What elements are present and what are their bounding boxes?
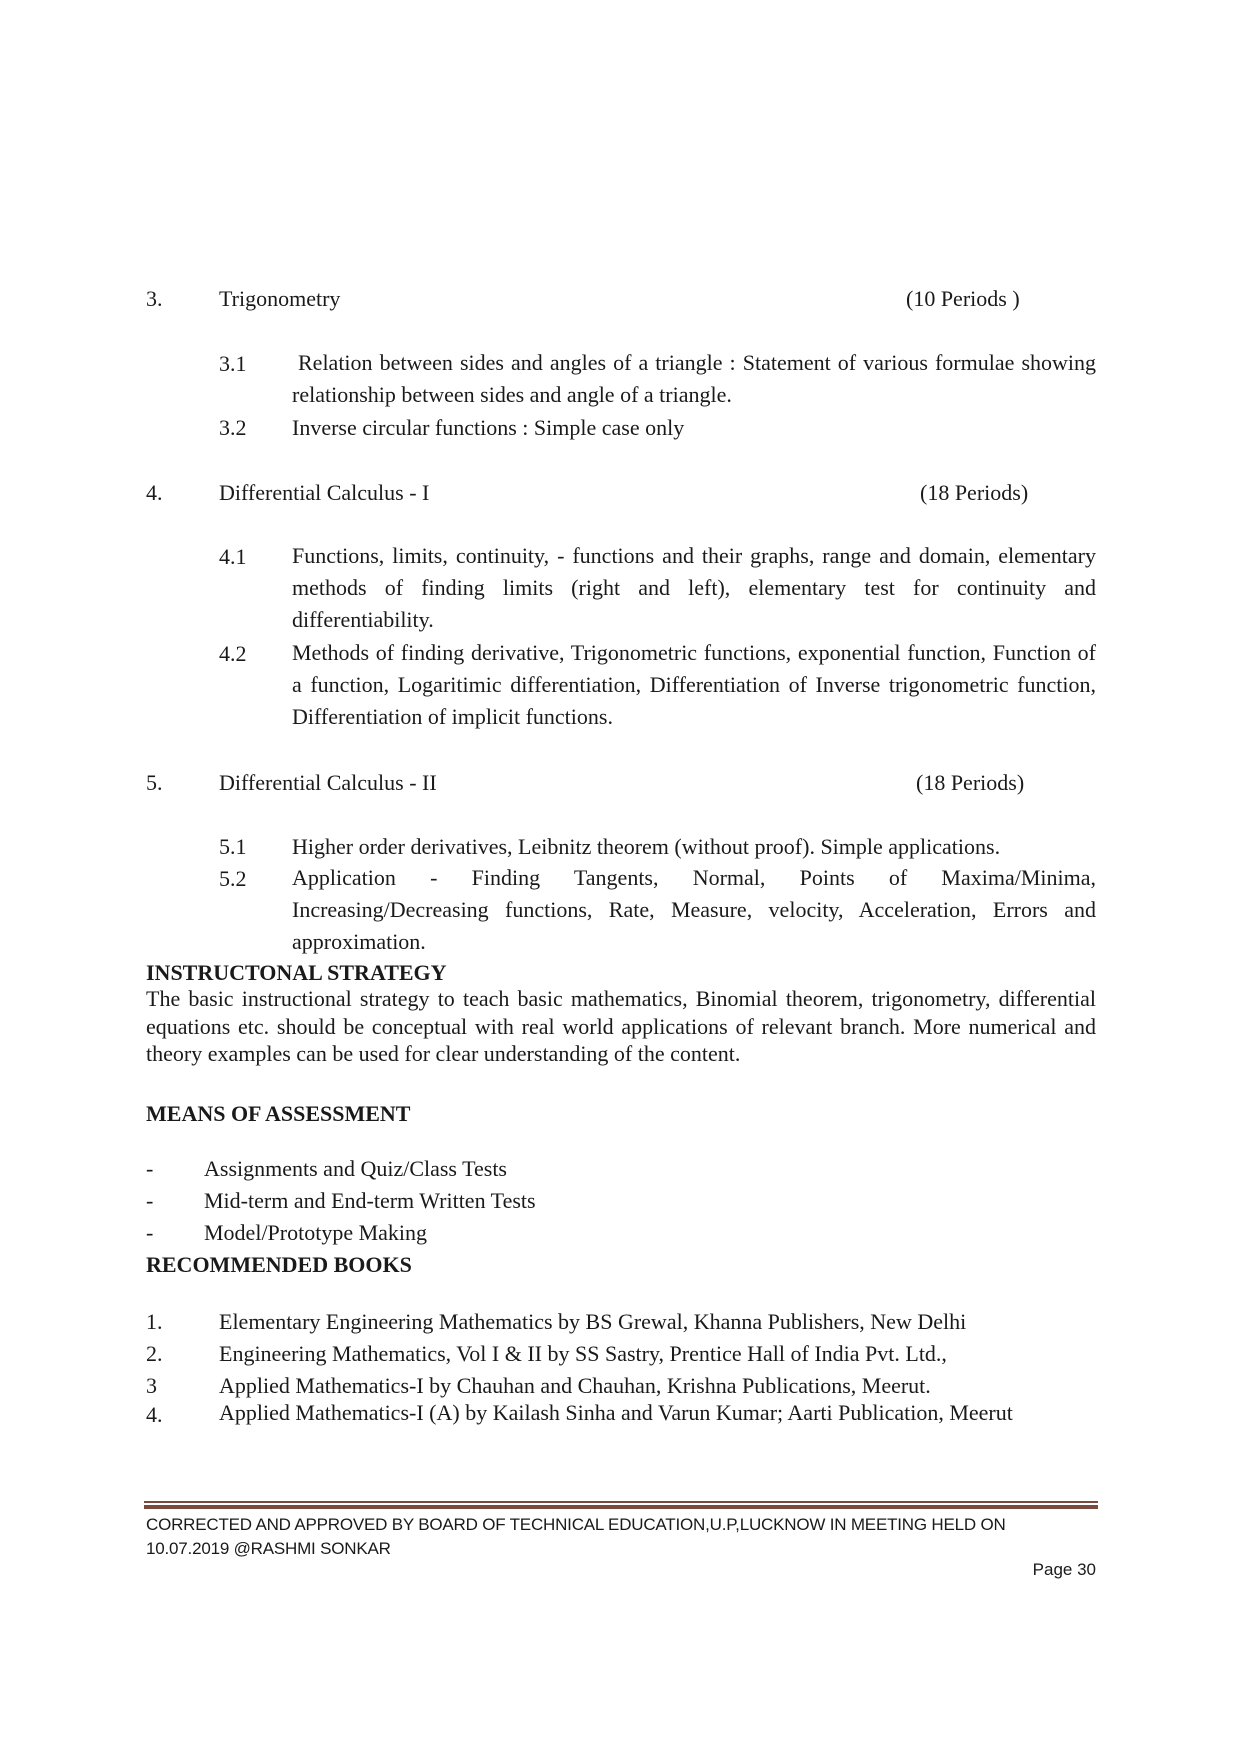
footer-approval-line: CORRECTED AND APPROVED BY BOARD OF TECHNICAL EDUCATION,U.P,LUCKNOW IN MEETING HELD ON: [146, 1515, 1006, 1534]
section-title: Differential Calculus - I: [219, 480, 430, 505]
item-number: 5.1: [219, 834, 247, 859]
bullet-dash: -: [146, 1156, 154, 1181]
book-number: 3: [146, 1373, 157, 1398]
book-entry: Elementary Engineering Mathematics by BS Grewal, Khanna Publishers, New Delhi: [219, 1309, 967, 1334]
assessment-item: Mid-term and End-term Written Tests: [204, 1188, 536, 1213]
book-entry: Applied Mathematics-I by Chauhan and Chauhan, Krishna Publications, Meerut.: [219, 1373, 931, 1398]
footer-date-author: 10.07.2019 @RASHMI SONKAR: [146, 1539, 391, 1558]
item-number: 3.1: [219, 351, 247, 376]
item-text: Methods of finding derivative, Trigonometric functions, exponential function, Function of a function, Logaritimic differentiation, Differentiation of Inverse trigonometric function, Differentiation of implicit functions.: [292, 640, 1096, 729]
section-title: Differential Calculus - II: [219, 770, 437, 795]
item-text: Application - Finding Tangents, Normal, Points of Maxima/Minima, Increasing/Decreasing functions, Rate, Measure, velocity, Acceleration, Errors and approximation.: [292, 865, 1096, 954]
item-number: 5.2: [219, 866, 247, 891]
section-periods: (18 Periods): [916, 770, 1025, 795]
book-number: 4.: [146, 1402, 163, 1427]
book-number: 1.: [146, 1309, 163, 1334]
assessment-heading: MEANS OF ASSESSMENT: [146, 1101, 411, 1126]
item-number: 3.2: [219, 415, 247, 440]
item-text: Relation between sides and angles of a triangle : Statement of various formulae showing relationship between sides and angle of a triangle.: [292, 350, 1096, 407]
assessment-item: Assignments and Quiz/Class Tests: [204, 1156, 507, 1181]
footer-divider: [144, 1501, 1098, 1503]
section-periods: (18 Periods): [920, 480, 1029, 505]
bullet-dash: -: [146, 1220, 154, 1245]
section-periods: (10 Periods ): [906, 286, 1020, 311]
strategy-text: The basic instructional strategy to teach basic mathematics, Binomial theorem, trigonometry, differential equations etc. should be conceptual with real world applications of relevant branch. More numerical and theory examples can be used for clear understanding of the content.: [146, 986, 1096, 1066]
footer-divider: [144, 1505, 1098, 1509]
section-number: 3.: [146, 286, 163, 311]
item-text: Inverse circular functions : Simple case only: [292, 415, 685, 440]
book-entry: Applied Mathematics-I (A) by Kailash Sinha and Varun Kumar; Aarti Publication, Meerut: [219, 1400, 1013, 1425]
section-number: 5.: [146, 770, 163, 795]
item-number: 4.1: [219, 544, 247, 569]
section-number: 4.: [146, 480, 163, 505]
book-number: 2.: [146, 1341, 163, 1366]
assessment-item: Model/Prototype Making: [204, 1220, 428, 1245]
item-text: Higher order derivatives, Leibnitz theorem (without proof). Simple applications.: [292, 834, 1001, 859]
books-heading: RECOMMENDED BOOKS: [146, 1252, 412, 1277]
page-number: Page 30: [1032, 1560, 1096, 1579]
book-entry: Engineering Mathematics, Vol I & II by SS Sastry, Prentice Hall of India Pvt. Ltd.,: [219, 1341, 947, 1366]
bullet-dash: -: [146, 1188, 154, 1213]
section-title: Trigonometry: [219, 286, 341, 311]
item-text: Functions, limits, continuity, - functions and their graphs, range and domain, elementary methods of finding limits (right and left), elementary test for continuity and differentiability.: [292, 543, 1096, 632]
strategy-heading: INSTRUCTONAL STRATEGY: [146, 960, 447, 985]
item-number: 4.2: [219, 641, 247, 666]
